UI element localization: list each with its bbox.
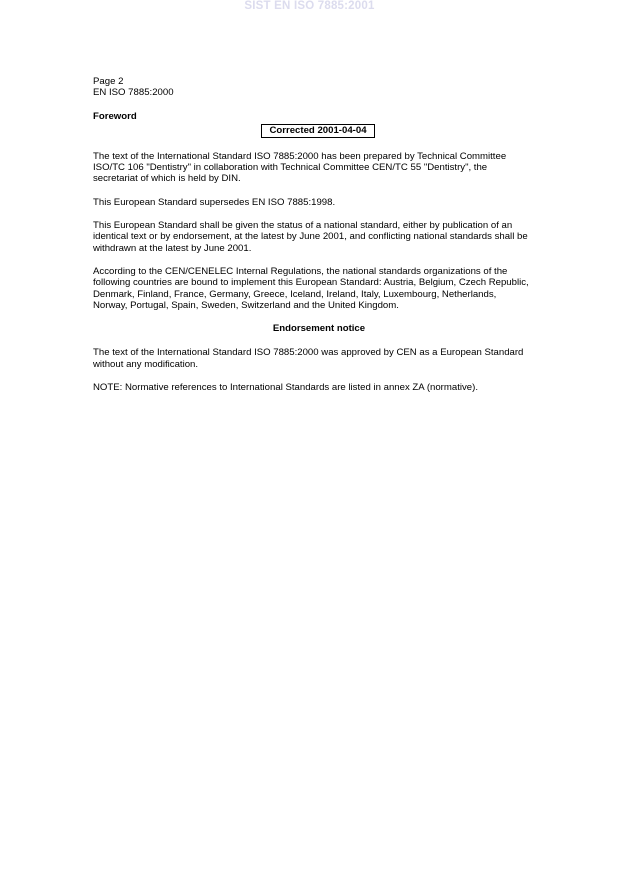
watermark: SIST EN ISO 7885:2001 [244,0,375,12]
standard-reference: EN ISO 7885:2000 [93,87,174,99]
page-number: Page 2 [93,76,124,87]
document-body [93,76,533,393]
foreword-paragraph: The text of the International Standard ISO 7885:2000 has been prepared by Technical Committee ISO/TC 106 "Dentistry" in collaboration with Technical Committee CEN/TC 55 "Dentistry", the secretariat of which is held by DIN. [93,150,507,185]
foreword-heading: Foreword [93,110,137,122]
endorsement-heading: Endorsement notice [272,323,366,335]
corrected-notice [93,124,533,138]
foreword-paragraph: According to the CEN/CENELEC Internal Regulations, the national standards organizations of the following countries are bound to implement this European Standard: Austria, Belgium, Czech Republic, Denmark, Finland, France, Germany, Greece, Iceland, Ireland, Italy, Luxembourg, Netherlands, Norway, Portugal, Spain, Sweden, Switzerland and the United Kingdom. [93,265,529,311]
foreword-paragraph: This European Standard supersedes EN ISO 7885:1998. [93,196,336,208]
endorsement-note: NOTE: Normative references to International Standards are listed in annex ZA (normative). [93,382,478,394]
endorsement-paragraph: The text of the International Standard ISO 7885:2000 was approved by CEN as a European Standard without any modification. [93,347,524,370]
foreword-paragraph: This European Standard shall be given the status of a national standard, either by publication of an identical text or by endorsement, at the latest by June 2001, and conflicting national standards shall be withdrawn at the latest by June 2001. [93,220,528,254]
corrected-badge: Corrected 2001-04-04 [261,124,374,138]
